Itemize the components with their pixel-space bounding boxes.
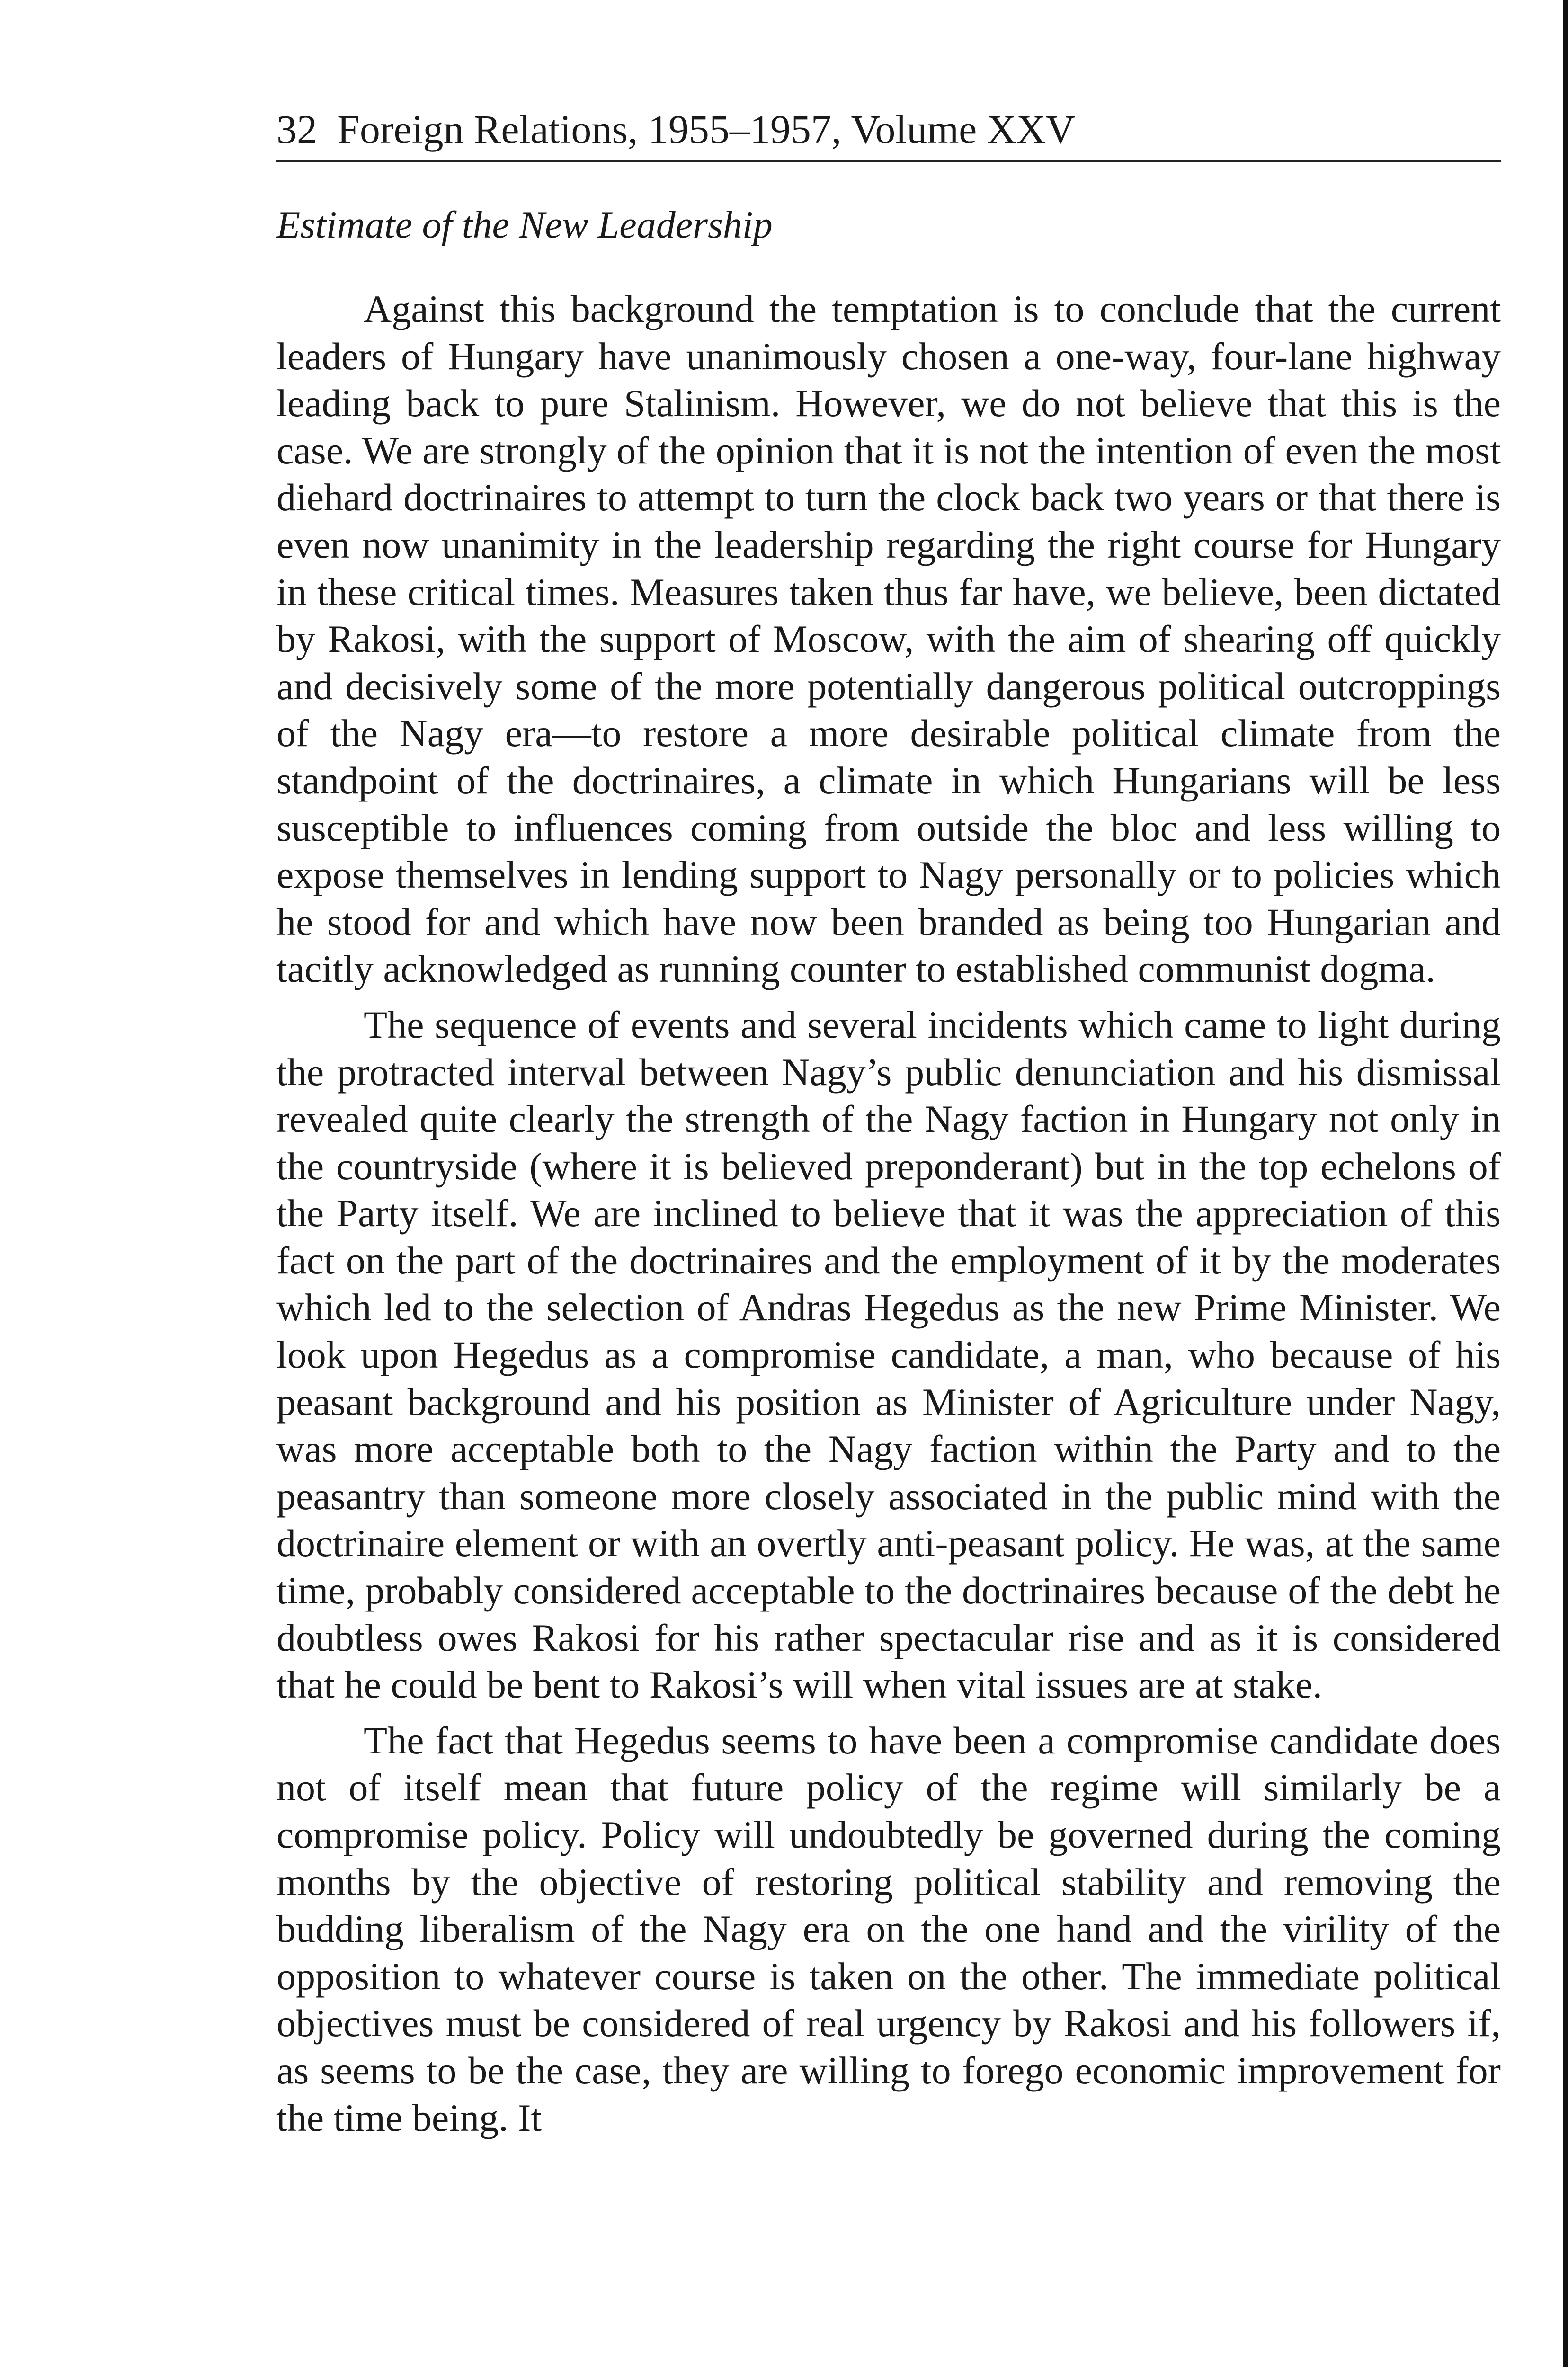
page-number: 32	[276, 107, 317, 152]
running-title: Foreign Relations, 1955–1957, Volume XXV	[337, 107, 1076, 152]
body-paragraph: The sequence of events and several incidents which came to light during the protracted interval between Nagy’s public denunciation and his dismissal revealed quite clearly the strength of the Nagy faction in Hungary not only in the countryside (where it is believed preponderant) but in the top echelons of the Party itself. We are inclined to believe that it was the appreciation of this fact on the part of the doctrinaires and the employment of it by the moderates which led to the selection of Andras Hegedus as the new Prime Minister. We look upon Hegedus as a compromise candidate, a man, who because of his peasant background and his position as Minister of Agriculture under Nagy, was more acceptable both to the Nagy faction within the Party and to the peasantry than someone more closely associated in the public mind with the doctrinaire element or with an overtly anti-peasant policy. He was, at the same time, probably considered acceptable to the doctrinaires because of the debt he doubtless owes Rakosi for his rather spectacular rise and as it is considered that he could be bent to Rakosi’s will when vital issues are at stake.	[276, 1003, 1501, 1707]
body-paragraph: Against this background the temptation is to conclude that the current leaders of Hungary have unanimously chosen a one-way, four-lane highway leading back to pure Stalinism. However, we do not believe that this is the case. We are strongly of the opinion that it is not the intention of even the most diehard doctrinaires to attempt to turn the clock back two years or that there is even now unanimity in the leadership regarding the right course for Hungary in these critical times. Measures taken thus far have, we believe, been dictated by Rakosi, with the support of Moscow, with the aim of shearing off quickly and decisively some of the more potentially dangerous political outcroppings of the Nagy era—to restore a more desirable political climate from the standpoint of the doctrinaires, a climate in which Hungarians will be less susceptible to influences coming from outside the bloc and less willing to expose themselves in lending support to Nagy personally or to policies which he stood for and which have now been branded as being too Hungarian and tacitly acknowledged as running counter to established communist dogma.	[276, 287, 1501, 991]
document-page	[276, 103, 1501, 2150]
page-edge	[1563, 0, 1568, 2367]
body-paragraph: The fact that Hegedus seems to have been a compromise candidate does not of itself mean that future policy of the regime will similarly be a compromise policy. Policy will undoubtedly be governed during the coming months by the objective of restoring political stability and removing the budding liberalism of the Nagy era on the one hand and the virility of the opposition to whatever course is taken on the other. The immediate political objectives must be considered of real urgency by Rakosi and his followers if, as seems to be the case, they are willing to forego economic improvement for the time being. It	[276, 1718, 1501, 2139]
running-header	[276, 103, 1501, 162]
section-heading: Estimate of the New Leadership	[276, 203, 773, 246]
